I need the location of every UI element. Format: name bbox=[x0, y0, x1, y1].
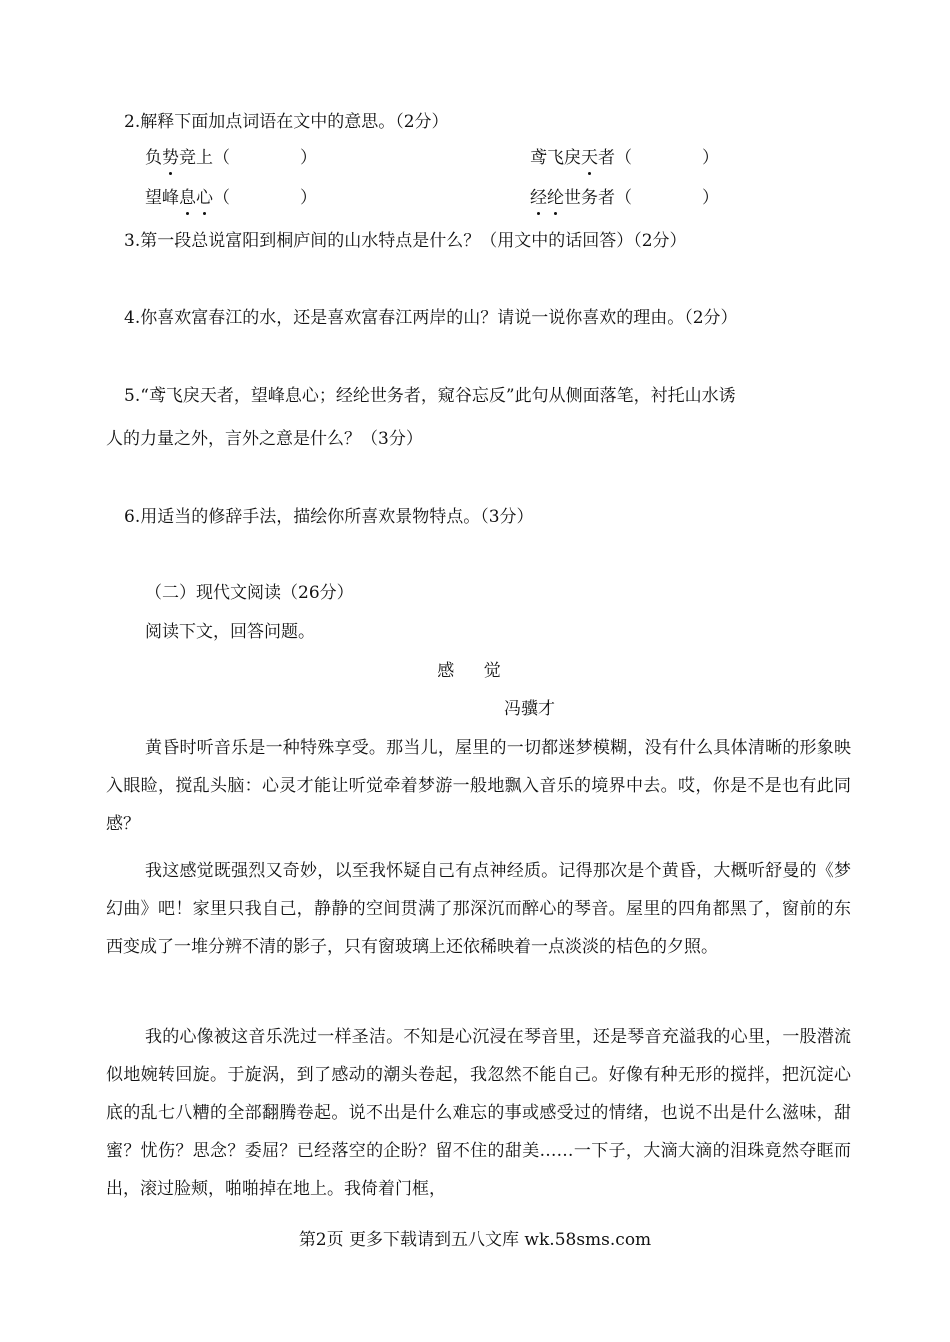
article-title: 感 觉 bbox=[437, 661, 513, 681]
q2-item-2-dotted: 天 bbox=[581, 148, 598, 168]
page-footer: 第2页 更多下载请到五八文库 wk.58sms.com bbox=[298, 1230, 652, 1250]
q2-item-1-dotted: 势 bbox=[162, 148, 179, 168]
reading-instruction: 阅读下文，回答问题。 bbox=[145, 622, 315, 642]
q2-item-2 bbox=[530, 146, 719, 170]
q2-item-4-post: 世务者（ bbox=[564, 188, 632, 208]
q2-item-3-dotted2: 心 bbox=[196, 188, 213, 208]
question-5-line-2: 人的力量之外，言外之意是什么？（3分） bbox=[106, 429, 423, 449]
article-paragraph-2: 我这感觉既强烈又奇妙，以至我怀疑自己有点神经质。记得那次是个黄昏，大概听舒曼的《梦幻曲》吧！家里只我自己，静静的空间贯满了那深沉而醉心的琴音。屋里的四角都黑了，窗前的东西变成了一堆分辨不清的影子，只有窗玻璃上还依稀映着一点淡淡的桔色的夕照。 bbox=[106, 861, 851, 957]
q2-item-1-post: 上（ bbox=[196, 148, 230, 168]
question-5-line-1: 5.“鸢飞戾天者，望峰息心；经纶世务者，窥谷忘反”此句从侧面落笔，衬托山水诱 bbox=[124, 386, 736, 406]
q2-item-2-mid: 者 bbox=[598, 148, 615, 168]
question-6: 6.用适当的修辞手法，描绘你所喜欢景物特点。（3分） bbox=[124, 507, 534, 527]
question-4: 4.你喜欢富春江的水，还是喜欢富春江两岸的山？请说一说你喜欢的理由。（2分） bbox=[124, 308, 738, 328]
q2-item-1-mid: 竞 bbox=[179, 148, 196, 168]
q2-item-3 bbox=[145, 186, 317, 210]
q2-item-1 bbox=[145, 146, 317, 170]
q2-item-3-pre: 望峰 bbox=[145, 188, 179, 208]
q2-item-2-pre: 鸢飞戾 bbox=[530, 148, 581, 168]
q2-item-4 bbox=[530, 186, 719, 210]
q2-item-4-dotted: 纶 bbox=[547, 188, 564, 208]
section-heading: （二）现代文阅读（26分） bbox=[145, 583, 354, 603]
q2-item-4-pre: 经 bbox=[530, 188, 547, 208]
article-paragraph-1: 黄昏时听音乐是一种特殊享受。那当儿，屋里的一切都迷梦模糊，没有什么具体清晰的形象映入眼睑，搅乱头脑：心灵才能让听觉牵着梦游一般地飘入音乐的境界中去。哎，你是不是也有此同感？ bbox=[106, 738, 851, 834]
q2-item-3-dotted: 息 bbox=[179, 188, 196, 208]
q2-item-3-post: （ bbox=[213, 188, 230, 208]
article-author: 冯骥才 bbox=[504, 699, 555, 719]
article-paragraph-3: 我的心像被这音乐洗过一样圣洁。不知是心沉浸在琴音里，还是琴音充溢我的心里，一股潜流似地婉转回旋。于旋涡，到了感动的潮头卷起，我忽然不能自己。好像有种无形的搅拌，把沉淀心底的乱七八糟的全部翻腾卷起。说不出是什么难忘的事或感受过的情绪，也说不出是什么滋味，甜蜜？忧伤？思念？委屈？已经落空的企盼？留不住的甜美……一下子，大滴大滴的泪珠竟然夺眶而出，滚过脸颊，啪啪掉在地上。我倚着门框， bbox=[106, 1027, 851, 1199]
q2-item-3-close: ） bbox=[300, 188, 317, 208]
q2-item-2-post: （ bbox=[615, 148, 632, 168]
q2-item-4-close: ） bbox=[702, 188, 719, 208]
q2-item-1-pre: 负 bbox=[145, 148, 162, 168]
q2-item-2-close: ） bbox=[702, 148, 719, 168]
q2-item-1-close: ） bbox=[300, 148, 317, 168]
question-3: 3.第一段总说富阳到桐庐间的山水特点是什么？（用文中的话回答）（2分） bbox=[124, 231, 687, 251]
question-2: 2.解释下面加点词语在文中的意思。（2分） bbox=[124, 112, 449, 132]
